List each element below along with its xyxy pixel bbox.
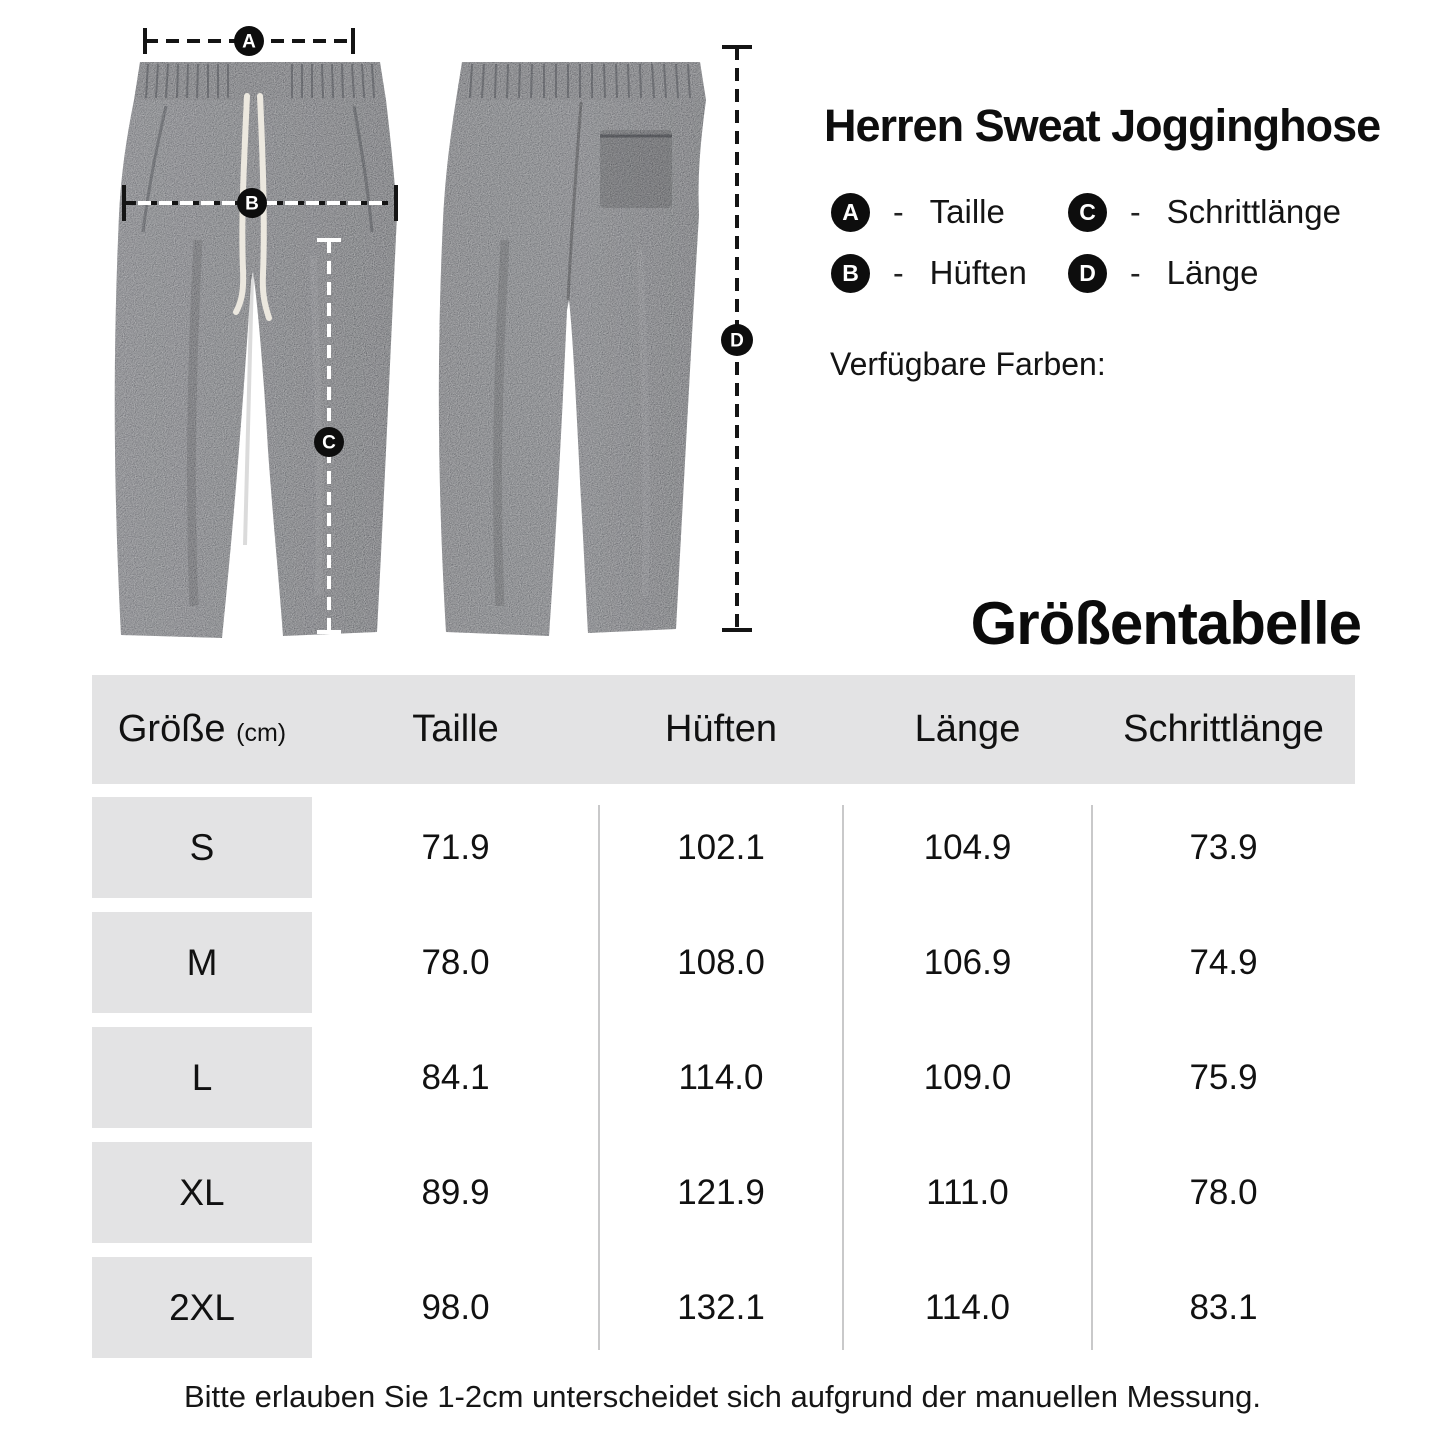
legend-dash: - bbox=[1130, 193, 1141, 230]
header-taille-column: Taille bbox=[412, 708, 499, 750]
color-swatch bbox=[924, 393, 957, 434]
legend-dash: - bbox=[1130, 254, 1141, 291]
header-hueften-column: Hüften bbox=[665, 708, 777, 750]
legend-letter-badge: C bbox=[1068, 193, 1107, 232]
laenge-value: 114.0 bbox=[925, 1287, 1010, 1327]
measure-A-letter: A bbox=[242, 31, 256, 53]
measure-B-letter: B bbox=[245, 193, 259, 215]
color-swatch bbox=[1068, 393, 1101, 434]
taille-value: 78.0 bbox=[421, 942, 490, 982]
table-row bbox=[92, 1142, 1355, 1243]
column-divider bbox=[1091, 805, 1093, 1350]
header-unit-label: (cm) bbox=[236, 719, 287, 747]
column-divider bbox=[598, 805, 600, 1350]
schrittlaenge-value: 73.9 bbox=[1189, 827, 1258, 867]
legend-label: Länge bbox=[1166, 254, 1259, 291]
laenge-value: 106.9 bbox=[923, 942, 1012, 982]
column-divider bbox=[842, 805, 844, 1350]
taille-value: 89.9 bbox=[421, 1172, 490, 1212]
table-row bbox=[92, 1027, 1355, 1128]
color-swatch bbox=[1020, 393, 1053, 434]
laenge-value: 104.9 bbox=[923, 827, 1012, 867]
legend-label: Taille bbox=[929, 193, 1005, 230]
color-swatch bbox=[828, 393, 861, 434]
legend-label: Schrittlänge bbox=[1166, 193, 1341, 230]
legend-dash: - bbox=[893, 254, 904, 291]
color-swatch bbox=[972, 393, 1005, 434]
header-size-column bbox=[92, 708, 312, 751]
schrittlaenge-value: 78.0 bbox=[1189, 1172, 1258, 1212]
legend-item bbox=[831, 192, 1068, 232]
size-cell: XL bbox=[92, 1142, 312, 1243]
pants-illustration bbox=[0, 0, 820, 680]
table-row bbox=[92, 912, 1355, 1013]
size-table-body bbox=[92, 797, 1355, 1358]
measure-C-letter: C bbox=[322, 432, 336, 454]
taille-value: 71.9 bbox=[421, 827, 490, 867]
size-table-header bbox=[92, 675, 1355, 784]
size-cell: L bbox=[92, 1027, 312, 1128]
laenge-value: 111.0 bbox=[926, 1172, 1009, 1212]
measure-D-letter: D bbox=[730, 330, 744, 352]
hueften-value: 102.1 bbox=[677, 827, 765, 867]
measure-line-D bbox=[721, 47, 753, 630]
size-cell: S bbox=[92, 797, 312, 898]
legend-dash: - bbox=[893, 193, 904, 230]
hueften-value: 114.0 bbox=[678, 1057, 764, 1097]
legend-letter-badge: B bbox=[831, 254, 870, 293]
color-swatch bbox=[876, 393, 909, 434]
back-pocket bbox=[600, 130, 672, 208]
measurement-legend bbox=[831, 192, 1341, 293]
color-swatch-row bbox=[828, 393, 1149, 434]
hueften-value: 132.1 bbox=[677, 1287, 765, 1327]
laenge-value: 109.0 bbox=[923, 1057, 1012, 1097]
legend-label: Hüften bbox=[929, 254, 1027, 291]
schrittlaenge-value: 74.9 bbox=[1189, 942, 1258, 982]
hueften-value: 121.9 bbox=[677, 1172, 765, 1212]
size-chart-heading: Größentabelle bbox=[970, 590, 1361, 657]
product-title: Herren Sweat Jogginghose bbox=[824, 100, 1381, 151]
schrittlaenge-value: 83.1 bbox=[1189, 1287, 1258, 1327]
measurement-disclaimer: Bitte erlauben Sie 1-2cm unterscheidet sich aufgrund der manuellen Messung. bbox=[183, 1379, 1261, 1414]
size-cell: 2XL bbox=[92, 1257, 312, 1358]
legend-item bbox=[831, 253, 1068, 293]
legend-item bbox=[1068, 192, 1341, 232]
available-colors-label: Verfügbare Farben: bbox=[830, 346, 1106, 382]
legend-item bbox=[1068, 253, 1341, 293]
size-cell: M bbox=[92, 912, 312, 1013]
header-laenge-column: Länge bbox=[914, 708, 1021, 750]
hueften-value: 108.0 bbox=[677, 942, 765, 982]
measure-line-A bbox=[145, 26, 353, 56]
color-swatch bbox=[1116, 393, 1149, 434]
size-table bbox=[92, 675, 1355, 1358]
taille-value: 98.0 bbox=[421, 1287, 490, 1327]
pants-front-body bbox=[115, 100, 397, 638]
taille-value: 84.1 bbox=[421, 1057, 490, 1097]
schrittlaenge-value: 75.9 bbox=[1189, 1057, 1258, 1097]
table-row bbox=[92, 1257, 1355, 1358]
header-size-label: Größe bbox=[117, 708, 226, 750]
header-schrittlaenge-column: Schrittlänge bbox=[1123, 708, 1324, 750]
table-row bbox=[92, 797, 1355, 898]
legend-letter-badge: D bbox=[1068, 254, 1107, 293]
legend-letter-badge: A bbox=[831, 193, 870, 232]
